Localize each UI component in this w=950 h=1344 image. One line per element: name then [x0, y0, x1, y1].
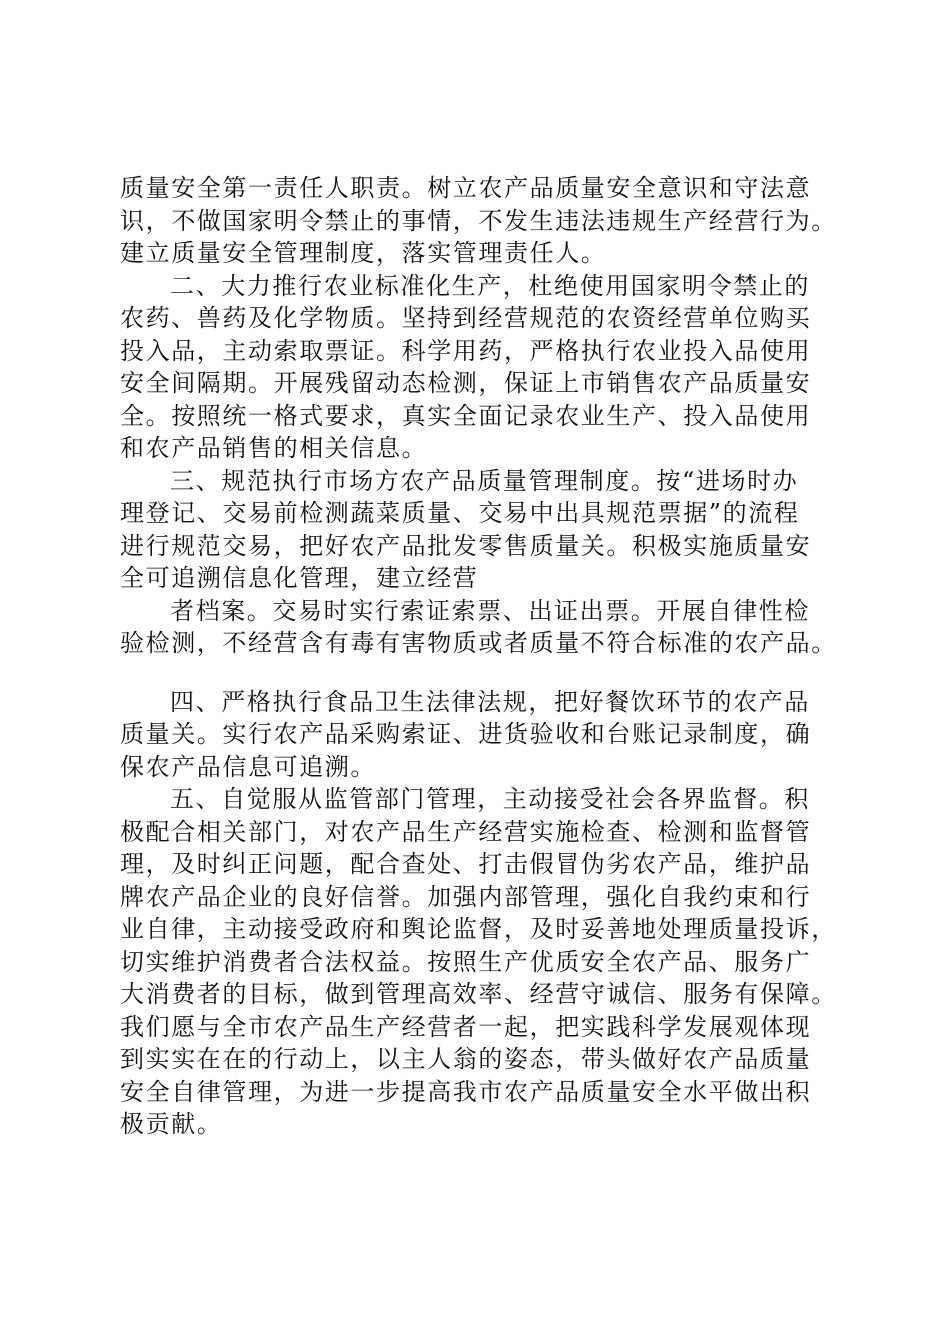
text-line: 全。按照统一格式要求，真实全面记录农业生产、投入品使用 [120, 401, 812, 430]
text-line: 质量关。实行农产品采购索证、进货验收和台账记录制度，确 [120, 720, 812, 748]
text-line: 质量安全第一责任人职责。树立农产品质量安全意识和守法意 [120, 174, 812, 202]
text-line: 验检测，不经营含有毒有害物质或者质量不符合标准的农产品。 [120, 629, 837, 657]
text-line: 极贡献。 [120, 1110, 223, 1138]
text-line: 切实维护消费者合法权益。按照生产优质安全农产品、服务广 [120, 947, 812, 976]
text-line: 我们愿与全市农产品生产经营者一起，把实践科学发展观体现 [120, 1012, 812, 1041]
text-line: 极配合相关部门，对农产品生产经营实施检查、检测和监督管 [120, 817, 812, 846]
text-line: 大消费者的目标，做到管理高效率、经营守诚信、服务有保障。 [120, 980, 837, 1008]
paragraph-four-first-line: 四、严格执行食品卫生法律法规，把好餐饮环节的农产品 [170, 687, 810, 716]
text-line: 安全间隔期。开展残留动态检测，保证上市销售农产品质量安 [120, 369, 812, 397]
text-line: 农药、兽药及化学物质。坚持到经营规范的农资经营单位购买 [120, 304, 812, 332]
paragraph-three-continuation-line: 者档案。交易时实行索证索票、出证出票。开展自律性检 [170, 596, 810, 625]
paragraph-gap [120, 660, 860, 686]
text-line: 理登记、交易前检测蔬菜质量、交易中出具规范票据”的流程 [120, 499, 800, 527]
text-line: 牌农产品企业的良好信誉。加强内部管理，强化自我约束和行 [120, 882, 812, 911]
text-line: 安全自律管理，为进一步提高我市农产品质量安全水平做出积 [120, 1077, 812, 1106]
text-line: 和农产品销售的相关信息。 [120, 434, 428, 462]
text-line: 理，及时纠正问题，配合查处、打击假冒伪劣农产品，维护品 [120, 850, 812, 878]
document-body [120, 172, 860, 1141]
text-line: 建立质量安全管理制度，落实管理责任人。 [120, 239, 607, 267]
text-line: 投入品，主动索取票证。科学用药，严格执行农业投入品使用 [120, 336, 812, 365]
paragraph-three-first-line: 三、规范执行市场方农产品质量管理制度。按“进场时办 [170, 466, 799, 495]
text-line: 到实实在在的行动上，以主人翁的姿态，带头做好农产品质量 [120, 1045, 812, 1073]
text-line: 识，不做国家明令禁止的事情，不发生违法违规生产经营行为。 [120, 206, 837, 235]
text-line: 进行规范交易，把好农产品批发零售质量关。积极实施质量安 [120, 531, 812, 560]
paragraph-two-first-line: 二、大力推行农业标准化生产，杜绝使用国家明令禁止的 [170, 271, 810, 300]
text-line: 全可追溯信息化管理，建立经营 [120, 564, 479, 592]
text-line: 业自律，主动接受政府和舆论监督，及时妥善地处理质量投诉， [120, 915, 837, 943]
paragraph-five-first-line: 五、自觉服从监管部门管理，主动接受社会各界监督。积 [170, 785, 810, 813]
text-line: 保农产品信息可追溯。 [120, 752, 376, 781]
